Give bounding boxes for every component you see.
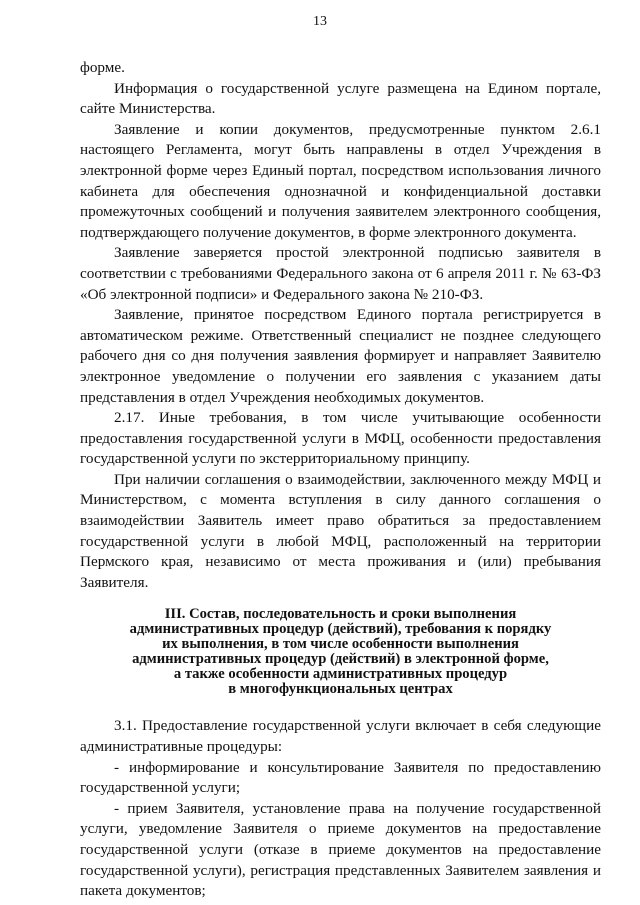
heading-line: а также особенности административных процедур bbox=[173, 666, 508, 683]
paragraph-3-1: 3.1. Предоставление государственной услуги включает в себя следующие административные процедуры: bbox=[80, 717, 601, 756]
paragraph-electronic-submission: Заявление и копии документов, предусмотренные пунктом 2.6.1 настоящего Регламента, могут быть направлены в отдел Учреждения в электронной форме через Единый портал, посредством использования личного кабинета для обеспечения однозначной и конфиденциальной доставки промежуточных сообщений и получения заявителем электронного сообщения, подтверждающего получение документов, в форме электронного документа. bbox=[80, 120, 601, 241]
paragraph-registration: Заявление, принятое посредством Единого портала регистрируется в автоматическом режиме. Ответственный специалист не позднее следующего рабочего дня со дня получения заявления формирует и направляет Заявителю электронное уведомление о получении его заявления с указанием даты представления в отдел Учреждения необходимых документов. bbox=[80, 306, 601, 406]
heading-line: в многофункциональных центрах bbox=[228, 681, 453, 698]
paragraph-electronic-signature: Заявление заверяется простой электронной подписью заявителя в соответствии с требованиями Федерального закона от 6 апреля 2011 г. № 63-ФЗ «Об электронной подписи» и Федерального закона № 210-ФЗ. bbox=[80, 244, 601, 303]
page-number: 13 bbox=[313, 14, 327, 29]
paragraph-2-17: 2.17. Иные требования, в том числе учитывающие особенности предоставления государственной услуги в МФЦ, особенности предоставления государственной услуги по экстерриториальному принципу. bbox=[80, 409, 601, 468]
paragraph-continuation: форме. bbox=[80, 59, 125, 76]
list-item-reception: - прием Заявителя, установление права на получение государственной услуги, уведомление Заявителя о приеме документов на предоставление государственной услуги (отказе в приеме документов на предоставление государственной услуги), регистрация представленных Заявителем заявления и пакета документов; bbox=[80, 799, 601, 900]
paragraph-mfc-agreement: При наличии соглашения о взаимодействии, заключенного между МФЦ и Министерством, с момента вступления в силу данного соглашения о взаимодействии Заявитель имеет право обратиться за предоставлением государственной услуги в любой МФЦ, расположенный на территории Пермского края, независимо от места проживания и (или) пребывания Заявителя. bbox=[80, 470, 601, 591]
paragraph-info-portal: Информация о государственной услуге размещена на Едином портале, сайте Министерства. bbox=[80, 79, 601, 118]
document-body bbox=[80, 58, 601, 902]
heading-line: административных процедур (действий), требования к порядку bbox=[129, 621, 552, 638]
list-item-informing: - информирование и консультирование Заявителя по предоставлению государственной услуги; bbox=[80, 758, 601, 797]
heading-line: административных процедур (действий) в электронной форме, bbox=[132, 651, 549, 668]
heading-line: их выполнения, в том числе особенности выполнения bbox=[162, 636, 519, 653]
heading-line: III. Состав, последовательность и сроки выполнения bbox=[164, 606, 517, 623]
section-heading bbox=[80, 607, 601, 697]
